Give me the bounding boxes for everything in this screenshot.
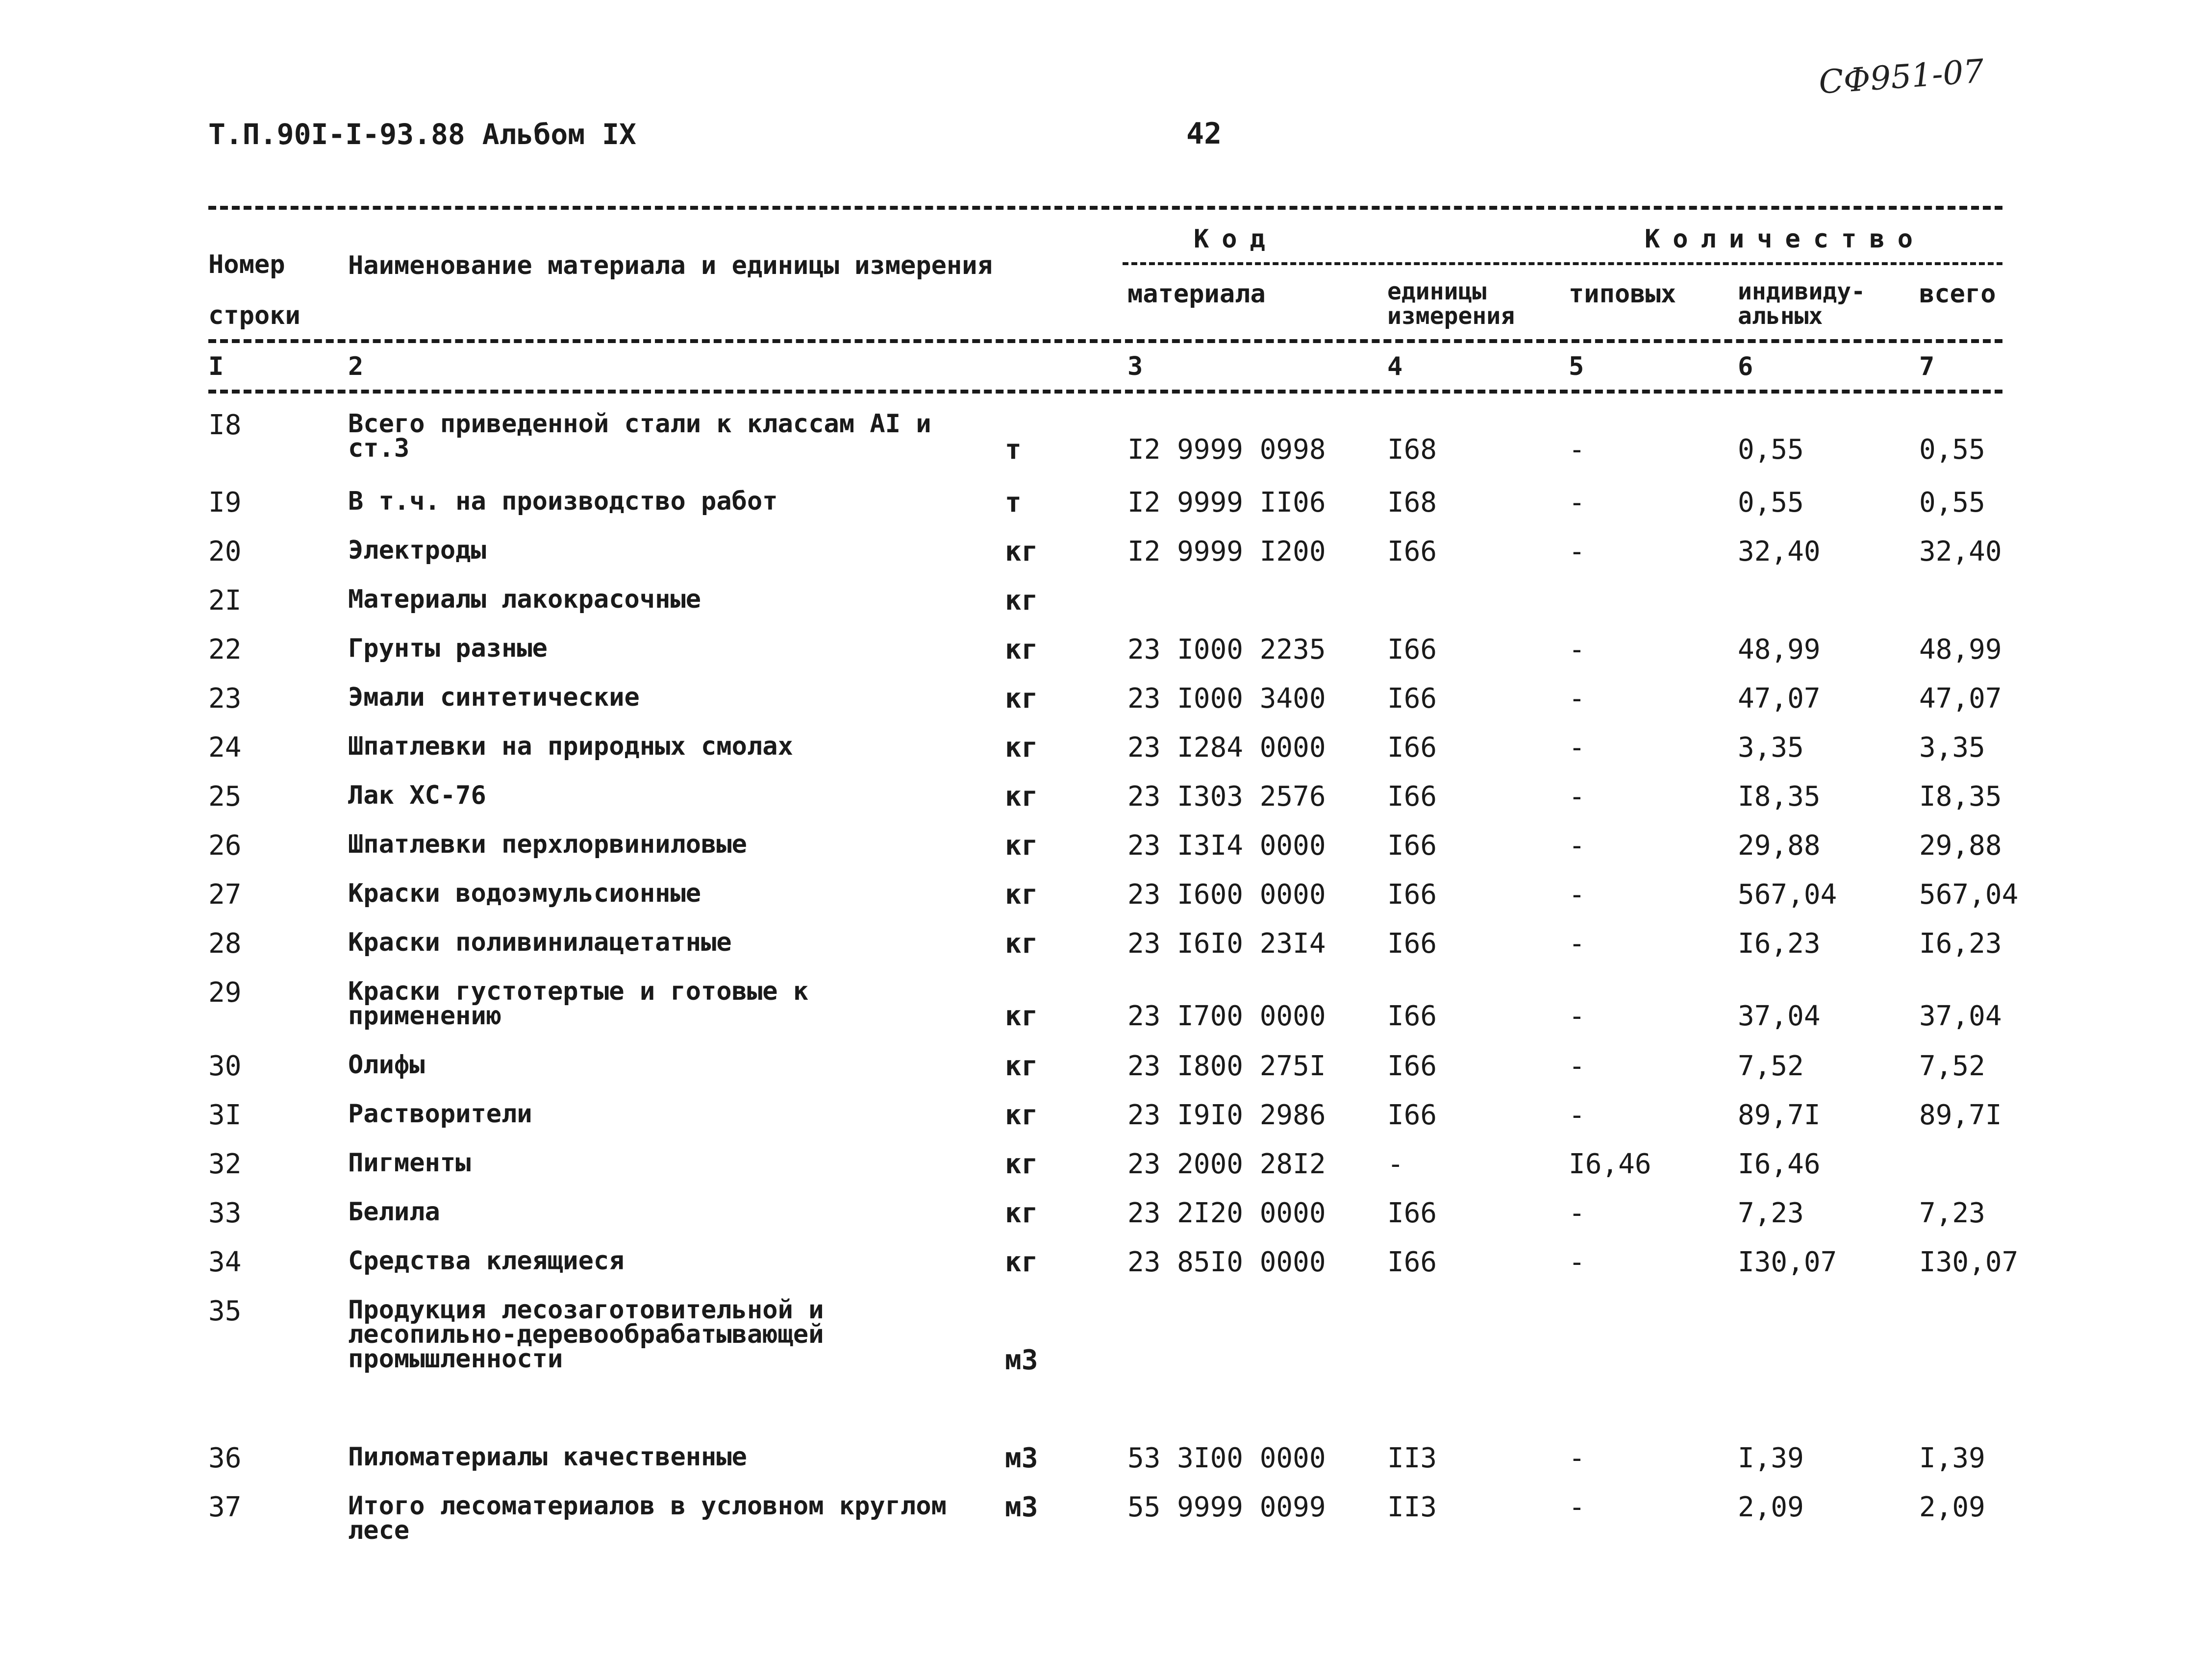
unit-code: I66 (1387, 879, 1437, 911)
unit-code: I66 (1387, 928, 1437, 960)
unit-code: I66 (1387, 536, 1437, 568)
qty-total: 3,35 (1919, 732, 1985, 764)
qty-total: 567,04 (1919, 879, 2019, 911)
material-name: Материалы лакокрасочные (348, 585, 701, 614)
row-number: 37 (208, 1491, 242, 1523)
qty-typical: - (1569, 536, 1585, 568)
material-code: 23 2I20 0000 (1127, 1197, 1326, 1229)
material-name: Средства клеящиеся (348, 1246, 625, 1276)
material-code: 23 I000 3400 (1127, 683, 1326, 715)
header-qty-individual: индивиду-альных (1738, 278, 1866, 330)
row-number: 34 (208, 1246, 242, 1278)
qty-individual: 29,88 (1738, 830, 1821, 862)
qty-individual: 3,35 (1738, 732, 1804, 764)
unit: кг (1005, 1246, 1038, 1278)
row-number: 28 (208, 928, 242, 960)
header-qty-typical: типовых (1569, 279, 1676, 309)
qty-typical: - (1569, 683, 1585, 715)
qty-typical: - (1569, 487, 1585, 519)
row-number: 24 (208, 732, 242, 764)
material-name: Олифы (348, 1050, 425, 1080)
handwritten-stamp: СФ951-07 (1817, 52, 1985, 101)
qty-typical: - (1569, 1000, 1585, 1032)
unit-code: II3 (1387, 1442, 1437, 1474)
unit-code: I66 (1387, 1246, 1437, 1278)
material-name: Краски густотертые и готовые к применению (348, 977, 809, 1031)
material-code: 23 I000 2235 (1127, 634, 1326, 666)
qty-typical: - (1569, 1491, 1585, 1523)
column-number-7: 7 (1919, 352, 1935, 381)
row-number: I9 (208, 487, 242, 519)
qty-typical: - (1569, 1246, 1585, 1278)
unit: кг (1005, 683, 1038, 715)
qty-individual: I6,46 (1738, 1148, 1821, 1180)
unit: кг (1005, 781, 1038, 813)
unit: м3 (1005, 1344, 1038, 1376)
material-name: Электроды (348, 536, 486, 565)
material-code: 23 2000 28I2 (1127, 1148, 1326, 1180)
column-number-1: I (208, 352, 224, 381)
qty-typical: - (1569, 1099, 1585, 1131)
header-row-number-2: строки (208, 301, 300, 330)
header-row-number-1: Номер (208, 250, 285, 279)
unit: кг (1005, 536, 1038, 568)
unit: кг (1005, 879, 1038, 911)
row-number: 30 (208, 1050, 242, 1082)
unit: кг (1005, 1000, 1038, 1032)
material-code: 23 I600 0000 (1127, 879, 1326, 911)
qty-individual: 0,55 (1738, 487, 1804, 519)
row-number: 25 (208, 781, 242, 813)
unit: кг (1005, 585, 1038, 617)
row-number: 27 (208, 879, 242, 911)
unit: т (1005, 434, 1022, 466)
qty-typical: - (1569, 634, 1585, 666)
material-code: 55 9999 0099 (1127, 1491, 1326, 1523)
column-number-5: 5 (1569, 352, 1584, 381)
qty-total: 2,09 (1919, 1491, 1985, 1523)
qty-total: I,39 (1919, 1442, 1985, 1474)
qty-total: 89,7I (1919, 1099, 2002, 1131)
qty-individual: I6,23 (1738, 928, 1821, 960)
column-number-6: 6 (1738, 352, 1753, 381)
qty-individual: I8,35 (1738, 781, 1821, 813)
qty-total: 48,99 (1919, 634, 2002, 666)
row-number: I8 (208, 409, 242, 441)
material-name: Пиломатериалы качественные (348, 1442, 747, 1472)
column-number-3: 3 (1127, 352, 1143, 381)
header-qty-total: всего (1919, 279, 1996, 309)
qty-total: 37,04 (1919, 1000, 2002, 1032)
material-code: I2 9999 II06 (1127, 487, 1326, 519)
row-number: 26 (208, 830, 242, 862)
row-number: 22 (208, 634, 242, 666)
qty-total: 0,55 (1919, 487, 1985, 519)
material-name: Шпатлевки перхлорвиниловые (348, 830, 747, 859)
material-name: Грунты разные (348, 634, 548, 663)
material-name: Пигменты (348, 1148, 471, 1178)
header-group-rule (1123, 262, 2002, 265)
qty-individual: 567,04 (1738, 879, 1837, 911)
qty-individual: 2,09 (1738, 1491, 1804, 1523)
material-code: 23 I284 0000 (1127, 732, 1326, 764)
page-number: 42 (1186, 117, 1222, 151)
qty-individual: 48,99 (1738, 634, 1821, 666)
qty-individual: 7,52 (1738, 1050, 1804, 1082)
material-code: 23 85I0 0000 (1127, 1246, 1326, 1278)
header-name: Наименование материала и единицы измерения (348, 251, 993, 280)
material-code: 23 I700 0000 (1127, 1000, 1326, 1032)
unit: м3 (1005, 1491, 1038, 1523)
column-number-4: 4 (1387, 352, 1403, 381)
unit-code: I66 (1387, 634, 1437, 666)
row-number: 20 (208, 536, 242, 568)
qty-total: 0,55 (1919, 434, 1985, 466)
material-name: Итого лесоматериалов в условном круглом лесе (348, 1491, 947, 1545)
unit: кг (1005, 634, 1038, 666)
unit-code: I66 (1387, 1197, 1437, 1229)
qty-individual: 0,55 (1738, 434, 1804, 466)
unit: кг (1005, 830, 1038, 862)
qty-typical: - (1569, 928, 1585, 960)
material-code: 23 I6I0 23I4 (1127, 928, 1326, 960)
row-number: 29 (208, 977, 242, 1009)
material-name: Лак ХС-76 (348, 781, 486, 810)
qty-total: I6,23 (1919, 928, 2002, 960)
unit-code: I68 (1387, 487, 1437, 519)
header-mid-rule (208, 339, 2002, 343)
unit: кг (1005, 1050, 1038, 1082)
column-number-2: 2 (348, 352, 364, 381)
material-code: 23 I9I0 2986 (1127, 1099, 1326, 1131)
unit: кг (1005, 732, 1038, 764)
qty-individual: 37,04 (1738, 1000, 1821, 1032)
qty-typical: - (1569, 1442, 1585, 1474)
header-code-group: Код (1194, 224, 1278, 254)
row-number: 36 (208, 1442, 242, 1474)
unit-code: I66 (1387, 830, 1437, 862)
qty-total: I8,35 (1919, 781, 2002, 813)
header-bottom-rule (208, 390, 2002, 394)
unit: м3 (1005, 1442, 1038, 1474)
material-code: 23 I800 275I (1127, 1050, 1326, 1082)
qty-individual: 7,23 (1738, 1197, 1804, 1229)
qty-typical: - (1569, 434, 1585, 466)
material-name: Растворители (348, 1099, 532, 1129)
unit-code: I66 (1387, 781, 1437, 813)
qty-typical: - (1569, 1197, 1585, 1229)
row-number: 33 (208, 1197, 242, 1229)
material-code: 23 I3I4 0000 (1127, 830, 1326, 862)
material-code: 53 3I00 0000 (1127, 1442, 1326, 1474)
qty-typical: - (1569, 830, 1585, 862)
qty-typical: - (1569, 1050, 1585, 1082)
row-number: 3I (208, 1099, 242, 1131)
unit-code: I66 (1387, 1050, 1437, 1082)
material-name: Шпатлевки на природных смолах (348, 732, 793, 761)
unit: кг (1005, 928, 1038, 960)
document-reference: Т.П.90I-I-93.88 Альбом IX (208, 118, 636, 151)
qty-total: 29,88 (1919, 830, 2002, 862)
unit-code: I68 (1387, 434, 1437, 466)
unit-code: I66 (1387, 1099, 1437, 1131)
qty-total: I30,07 (1919, 1246, 2019, 1278)
material-name: Краски водоэмульсионные (348, 879, 701, 908)
row-number: 2I (208, 585, 242, 617)
unit: т (1005, 487, 1022, 519)
unit: кг (1005, 1099, 1038, 1131)
unit-code: II3 (1387, 1491, 1437, 1523)
qty-individual: 89,7I (1738, 1099, 1821, 1131)
unit: кг (1005, 1197, 1038, 1229)
header-quantity-group: Количество (1645, 224, 1926, 254)
material-name: Краски поливинилацетатные (348, 928, 732, 957)
unit-code: I66 (1387, 1000, 1437, 1032)
qty-total: 32,40 (1919, 536, 2002, 568)
qty-typical: - (1569, 879, 1585, 911)
qty-individual: 47,07 (1738, 683, 1821, 715)
material-name: Белила (348, 1197, 440, 1227)
material-code: I2 9999 I200 (1127, 536, 1326, 568)
qty-total: 7,23 (1919, 1197, 1985, 1229)
qty-typical: I6,46 (1569, 1148, 1651, 1180)
material-code: I2 9999 0998 (1127, 434, 1326, 466)
unit-code: I66 (1387, 683, 1437, 715)
header-code-material: материала (1127, 279, 1266, 309)
material-name: Эмали синтетические (348, 683, 640, 712)
unit-code: I66 (1387, 732, 1437, 764)
qty-individual: 32,40 (1738, 536, 1821, 568)
row-number: 32 (208, 1148, 242, 1180)
material-name: Всего приведенной стали к классам AI и ст.3 (348, 409, 931, 463)
row-number: 35 (208, 1295, 242, 1327)
material-name: В т.ч. на производство работ (348, 487, 778, 516)
qty-individual: I30,07 (1738, 1246, 1837, 1278)
qty-typical: - (1569, 781, 1585, 813)
header-code-unit: единицы измерения (1387, 278, 1515, 330)
qty-individual: I,39 (1738, 1442, 1804, 1474)
header-top-rule (208, 206, 2002, 210)
qty-total: 47,07 (1919, 683, 2002, 715)
row-number: 23 (208, 683, 242, 715)
qty-total: 7,52 (1919, 1050, 1985, 1082)
unit: кг (1005, 1148, 1038, 1180)
qty-typical: - (1569, 732, 1585, 764)
material-code: 23 I303 2576 (1127, 781, 1326, 813)
material-name: Продукция лесозаготовительной и лесопильно-деревообрабатывающей промышленности (348, 1295, 824, 1374)
unit-code: - (1387, 1148, 1404, 1180)
